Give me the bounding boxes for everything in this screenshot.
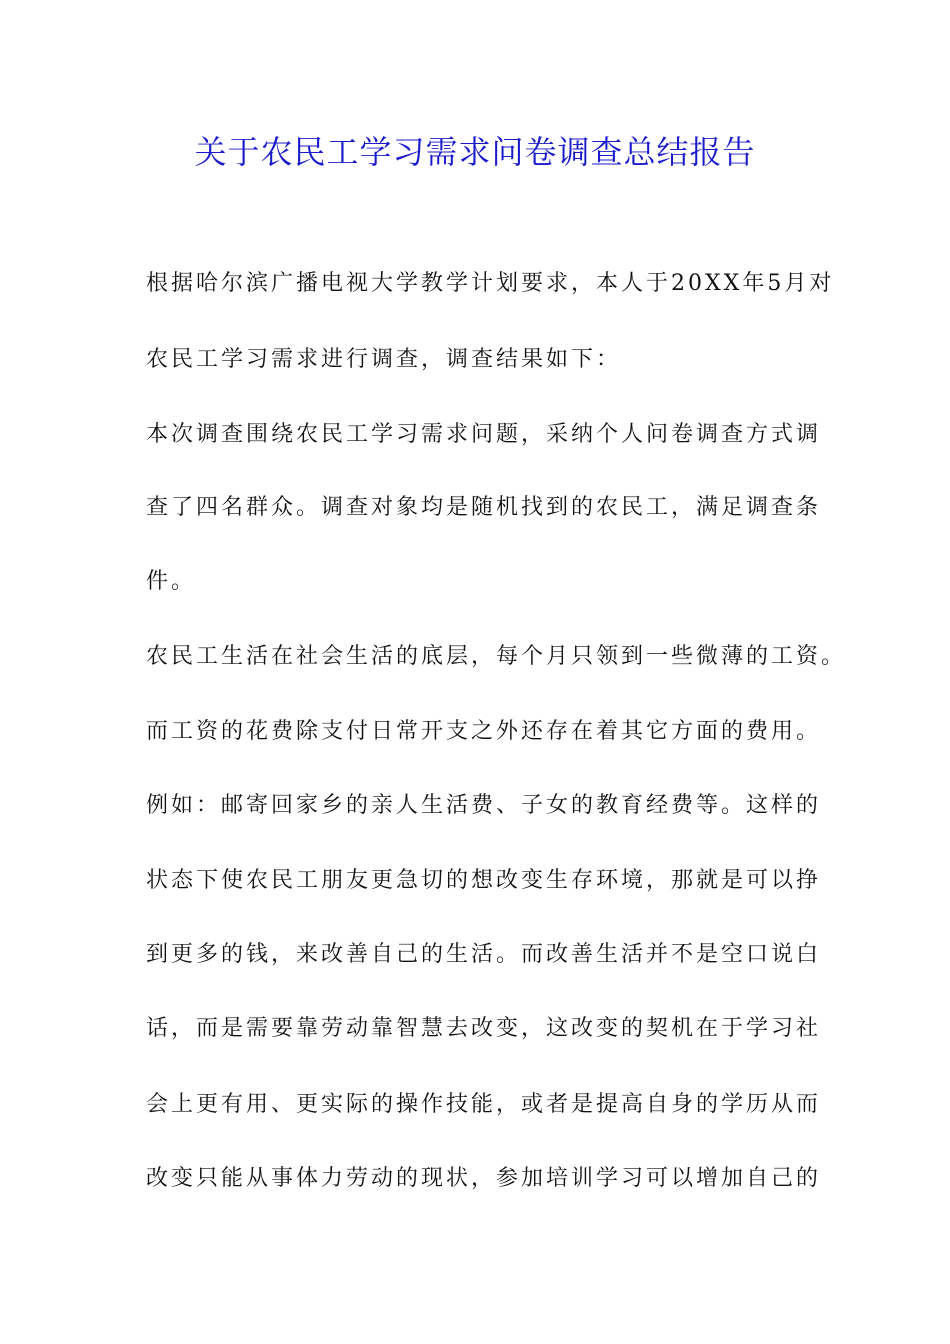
body-line: 查了四名群众。调查对象均是随机找到的农民工，满足调查条 [146, 495, 822, 520]
body-line: 根据哈尔滨广播电视大学教学计划要求，本人于20XX年5月对 [146, 271, 835, 296]
body-line: 到更多的钱，来改善自己的生活。而改善生活并不是空口说白 [146, 942, 822, 967]
body-line: 改变只能从事体力劳动的现状，参加培训学习可以增加自己的 [146, 1166, 822, 1191]
body-line: 本次调查围绕农民工学习需求问题，采纳个人问卷调查方式调 [146, 422, 822, 447]
body-line: 农民工学习需求进行调查，调查结果如下： [146, 347, 622, 372]
body-line: 状态下使农民工朋友更急切的想改变生存环境，那就是可以挣 [146, 868, 822, 893]
body-line: 会上更有用、更实际的操作技能，或者是提高自身的学历从而 [146, 1092, 822, 1117]
body-line: 件。 [146, 569, 197, 594]
body-line: 例如：邮寄回家乡的亲人生活费、子女的教育经费等。这样的 [146, 793, 822, 818]
body-line: 农民工生活在社会生活的底层，每个月只领到一些微薄的工资。 [146, 644, 847, 669]
body-line: 而工资的花费除支付日常开支之外还存在着其它方面的费用。 [146, 719, 822, 744]
body-line: 话，而是需要靠劳动靠智慧去改变，这改变的契机在于学习社 [146, 1016, 822, 1041]
document-title: 关于农民工学习需求问卷调查总结报告 [194, 133, 756, 171]
